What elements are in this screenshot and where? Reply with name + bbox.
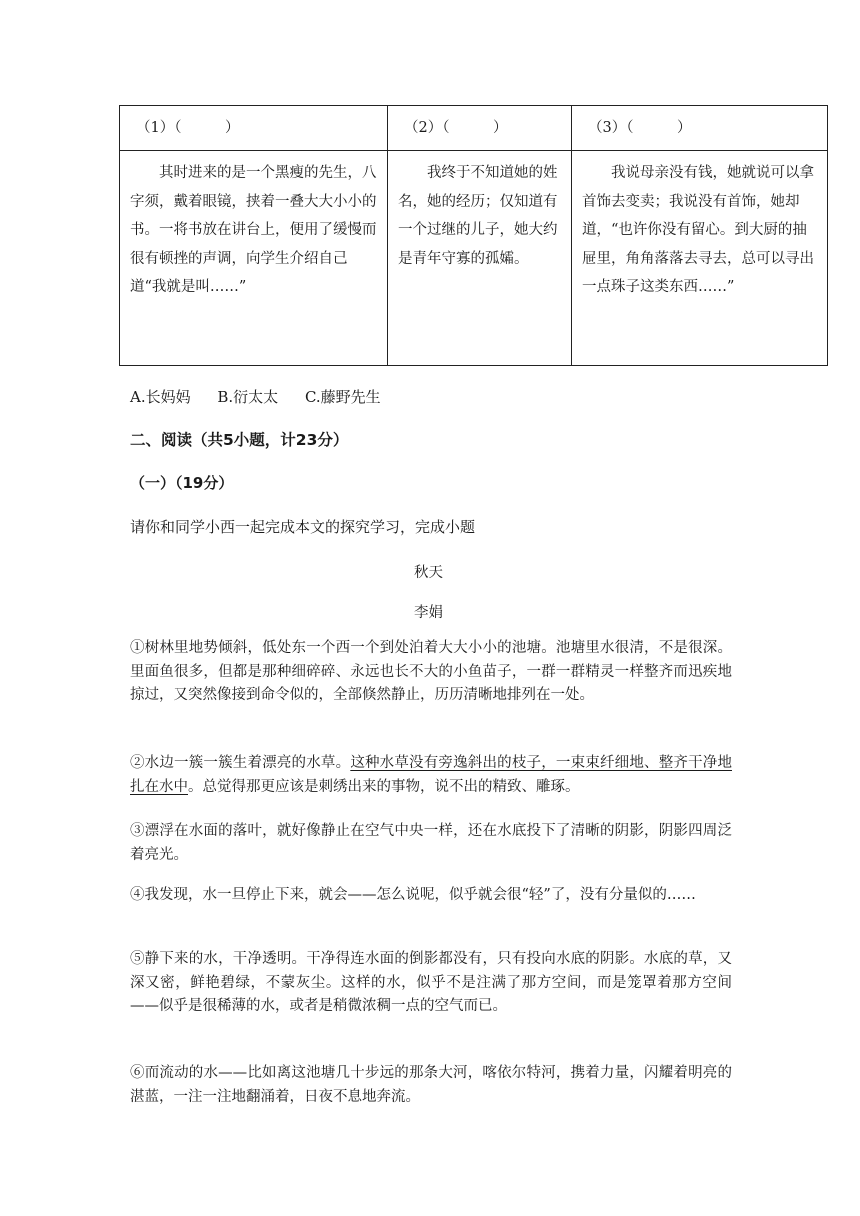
article-author: 李娟	[414, 605, 443, 621]
underlined-sentence: 这种水草没有旁逸斜出的枝子，一束束纤细地、整齐干净地扎在水中	[130, 755, 732, 795]
paragraph-4: ④我发现，水一旦停止下来，就会——怎么说呢，似乎就会很“轻”了，没有分量似的……	[130, 887, 696, 903]
table-header-row	[120, 106, 828, 151]
table-header-1: （1）（ ）	[120, 106, 388, 151]
table-cell-3: 我说母亲没有钱，她就说可以拿首饰去变卖；我说没有首饰，她却道，“也许你没有留心。到大厨的抽屉里，角角落落去寻去，总可以寻出一点珠子这类东西……”	[572, 151, 828, 366]
paragraph-3: ③漂浮在水面的落叶，就好像静止在空气中央一样，还在水底投下了清晰的阴影，阴影四周泛着亮光。	[130, 823, 732, 863]
paragraph-6: ⑥而流动的水——比如离这池塘几十步远的那条大河，喀依尔特河，携着力量，闪耀着明亮的湛蓝，一注一注地翻涌着，日夜不息地奔流。	[130, 1065, 732, 1105]
option-c: C.藤野先生	[304, 388, 381, 406]
table-cell-2: 我终于不知道她的姓名，她的经历；仅知道有一个过继的儿子，她大约是青年守寡的孤孀。	[388, 151, 572, 366]
subsection-title: （一）（19分）	[130, 474, 234, 492]
table-cell-1: 其时进来的是一个黑瘦的先生，八字须，戴着眼镜，挟着一叠大大小小的书。一将书放在讲台上，便用了缓慢而很有顿挫的声调，向学生介绍自己道“我就是叫……”	[120, 151, 388, 366]
article-title: 秋天	[414, 565, 443, 581]
section-title: 二、阅读（共5小题，计23分）	[130, 431, 349, 449]
table-header-2: （2）（ ）	[388, 106, 572, 151]
answer-options	[130, 386, 403, 407]
paragraph-2-end: 。总觉得那更应该是刺绣出来的事物，说不出的精致、雕琢。	[188, 778, 580, 795]
matching-table	[119, 105, 828, 366]
paragraph-2	[130, 752, 732, 799]
paragraph-1: ①树林里地势倾斜，低处东一个西一个到处泊着大大小小的池塘。池塘里水很清，不是很深。里面鱼很多，但都是那种细碎碎、永远也长不大的小鱼苗子，一群一群精灵一样整齐而迅疾地掠过，又突然像接到命令似的，全部倏然静止，历历清晰地排列在一处。	[130, 640, 732, 703]
option-b: B.衍太太	[217, 388, 279, 406]
instruction-text: 请你和同学小西一起完成本文的探究学习，完成小题	[130, 518, 476, 536]
paragraph-5: ⑤静下来的水，干净透明。干净得连水面的倒影都没有，只有投向水底的阴影。水底的草，又深又密，鲜艳碧绿，不蒙灰尘。这样的水，似乎不是注满了那方空间，而是笼罩着那方空间——似乎是很稀薄的水，或者是稍微浓稠一点的空气而已。	[130, 951, 732, 1014]
paragraph-2-start: ②水边一簇一簇生着漂亮的水草。	[130, 755, 351, 771]
option-a: A.长妈妈	[130, 388, 191, 406]
table-row	[120, 151, 828, 366]
table-header-3: （3）（ ）	[572, 106, 828, 151]
